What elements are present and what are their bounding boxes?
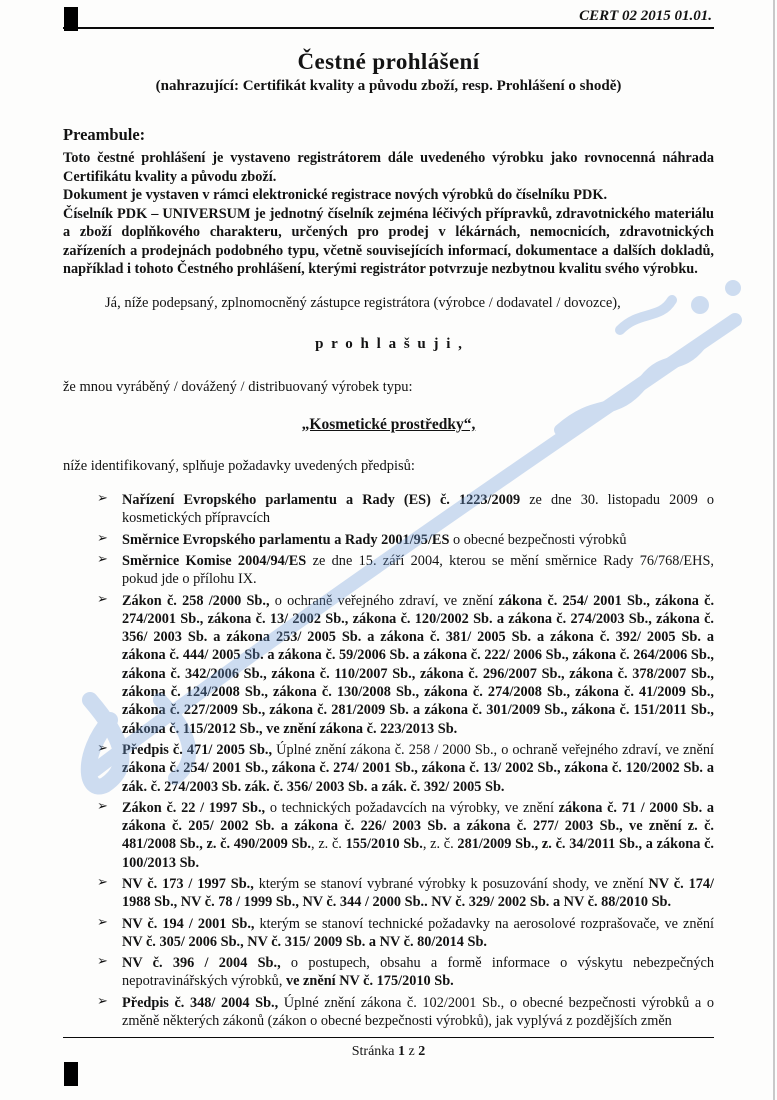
regulation-text: ze dne 30. listopadu 2009 o kosmetických přípravcích (122, 492, 714, 527)
regulation-item (97, 799, 714, 872)
preamble-paragraph: Toto čestné prohlášení je vystaveno registrátorem dále uvedeného výrobku jako rovnocenná náhrada Certifikátu kvality a původu zboží. (63, 150, 714, 185)
list-bullet-icon: ➢ (97, 954, 108, 970)
regulation-text: kterým se stanoví vybrané výrobky k posuzování shody, ve znění (253, 875, 649, 892)
regulation-item (97, 552, 714, 589)
list-bullet-icon: ➢ (97, 993, 108, 1009)
regulation-item (97, 491, 714, 528)
regulation-reference: zákona č. 254/ 2001 Sb., zákona č. 274/ 2001 Sb., zákona č. 13/ 2002 Sb., zákona č. 120/2002 Sb. a zák. č. 274/2003 Sb. zák. č. 356/ 2003 Sb. a zák. č. 392/ 2005 Sb. (122, 760, 714, 795)
regulation-reference: Předpis č. 348/ 2004 Sb., (122, 994, 279, 1011)
regulation-reference: NV č. 174/ 1988 Sb., NV č. 78 / 1999 Sb., NV č. 344 / 2000 Sb.. NV č. 329/ 2002 Sb. a NV č. 88/2010 Sb. (122, 875, 714, 911)
regulation-reference: zákona č. 254/ 2001 Sb., zákona č. 274/2001 Sb., zákona č. 13/ 2002 Sb., zákona č. 120/2002 Sb. a zákona č. 274/2003 Sb., zákona č. 356/ 2003 Sb. a zákona 253/ 2005 Sb. a zákona č. 381/ 2005 Sb. a zákona č. 392/ 2005 Sb. a zákona č. 444/ 2005 Sb. a zákona č. 59/2006 Sb. a zákona č. 222/ 2006 Sb., zákona č. 264/2006 Sb., zákona č. 342/2006 Sb., zákona č. 110/2007 Sb., zákona č. 296/2007 Sb., zákona č. 378/2007 Sb., zákona č. 124/2008 Sb., zákona č. 130/2008 Sb., zákona č. 274/2008 Sb., zákona č. 41/2009 Sb., zákona č. 227/2009 Sb., zákona č. 281/2009 Sb. a zákona č. 301/2009 Sb., zákona č. 151/2011 Sb., zákona č. 115/2012 Sb., ve znění zákona č. 223/2013 Sb. (122, 592, 715, 737)
regulation-text: o obecné bezpečnosti výrobků (449, 531, 627, 548)
page-indicator (63, 1044, 714, 1060)
list-bullet-icon: ➢ (97, 530, 108, 546)
regulation-text: o ochraně veřejného zdraví, ve znění (269, 592, 499, 609)
scan-binding-mark-top (64, 7, 78, 31)
list-bullet-icon: ➢ (97, 740, 108, 756)
regulation-reference: NV č. 396 / 2004 Sb., (122, 955, 281, 972)
product-category: „Kosmetické prostředky“, (301, 416, 476, 434)
page-indicator-label: Stránka (351, 1044, 399, 1059)
declaration-verb: p r o h l a š u j i , (315, 336, 462, 353)
scan-binding-mark-bottom (64, 1062, 78, 1086)
regulation-text: , z. č. (311, 836, 346, 853)
regulation-reference: 281/2009 Sb., z. č. 34/2011 Sb., a zákona č. 100/2013 Sb. (122, 836, 715, 871)
regulation-text: kterým se stanoví technické požadavky na aerosolové rozprašovače, ve znění (254, 915, 714, 932)
requirements-line: níže identifikovaný, splňuje požadavky uvedených předpisů: (63, 458, 415, 475)
regulation-reference: 155/2010 Sb. (345, 836, 423, 853)
cert-number-label: CERT 02 2015 01.01. (579, 8, 712, 24)
regulation-item (97, 592, 714, 738)
list-bullet-icon: ➢ (97, 491, 108, 507)
regulation-item (97, 954, 714, 991)
regulation-item (97, 875, 714, 912)
page-current: 1 (398, 1044, 406, 1059)
declarant-intro: Já, níže podepsaný, zplnomocněný zástupce registrátora (výrobce / dodavatel / dovozce), (105, 295, 621, 312)
regulation-text: Úplné znění zákona č. 258 / 2000 Sb., o ochraně veřejného zdraví, ve znění (272, 741, 714, 758)
product-type-line: že mnou vyráběný / dovážený / distribuovaný výrobek typu: (63, 379, 413, 396)
preamble-heading: Preambule: (63, 125, 146, 144)
regulation-reference: Zákon č. 258 /2000 Sb., (122, 592, 270, 609)
list-bullet-icon: ➢ (97, 914, 108, 930)
preamble-paragraph: Číselník PDK – UNIVERSUM je jednotný číselník zejména léčivých přípravků, zdravotnického materiálu a zboží doplňkového charakteru, určených pro prodej v lékárnách, nemocnicích, zdravotnických zařízeních a prodejnách podobného typu, včetně souvisejících informací, dokumentace a dalších dokladů, například i tohoto Čestného prohlášení, kterými registrátor potvrzuje nezbytnou kvalitu svého výrobku. (63, 205, 714, 278)
document-title: Čestné prohlášení (297, 49, 480, 74)
regulations-list (63, 491, 714, 1030)
footer-rule (63, 1037, 714, 1038)
regulation-text: ze dne 15. září 2004, kterou se mění směrnice Rady 76/768/EHS, pokud jde o přílohu IX. (122, 552, 715, 588)
regulation-item (97, 531, 714, 549)
regulation-reference: NV č. 194 / 2001 Sb., (122, 915, 255, 932)
page-footer (63, 1037, 714, 1060)
regulation-reference: zákona č. 71 / 2000 Sb. a zákona č. 205/ 2002 Sb. a zákona č. 226/ 2003 Sb. a zákona č. 277/ 2003 Sb., ve znění z. č. 481/2008 Sb., z. č. 490/2009 Sb. (122, 799, 715, 853)
list-bullet-icon: ➢ (97, 551, 108, 567)
preamble-text (63, 149, 714, 279)
regulation-reference: ve znění NV č. 175/2010 Sb. (285, 973, 454, 990)
regulation-text: o technických požadavcích na výrobky, ve znění (265, 799, 559, 816)
regulation-item (97, 741, 714, 796)
regulation-reference: Zákon č. 22 / 1997 Sb., (122, 799, 266, 816)
regulation-reference: Směrnice Komise 2004/94/ES (122, 552, 307, 569)
preamble-paragraph: Dokument je vystaven v rámci elektronické registrace nových výrobků do číselníku PDK. (63, 187, 608, 204)
regulation-reference: NV č. 173 / 1997 Sb., (122, 875, 254, 892)
regulation-reference: Předpis č. 471/ 2005 Sb., (122, 741, 273, 758)
page-separator: z (405, 1044, 419, 1059)
regulation-item (97, 915, 714, 952)
list-bullet-icon: ➢ (97, 591, 108, 607)
document-subtitle: (nahrazující: Certifikát kvality a původu zboží, resp. Prohlášení o shodě) (155, 78, 622, 94)
list-bullet-icon: ➢ (97, 874, 108, 890)
scan-page-edge (773, 0, 775, 1100)
regulation-text: , z. č. (422, 836, 458, 853)
list-bullet-icon: ➢ (97, 798, 108, 814)
page-total: 2 (418, 1044, 426, 1059)
regulation-text: Úplné znění zákona č. 102/2001 Sb., o obecné bezpečnosti výrobků a o změně některých zákonů (zákon o obecné bezpečnosti výrobků), jak vyplývá z pozdějších změn (122, 994, 714, 1030)
header-rule (63, 27, 714, 29)
regulation-reference: Nařízení Evropského parlamentu a Rady (ES) č. 1223/2009 (122, 492, 521, 509)
regulation-item (97, 994, 714, 1031)
regulation-reference: Směrnice Evropského parlamentu a Rady 2001/95/ES (122, 531, 450, 548)
regulation-text: o postupech, obsahu a formě informace o výskytu nebezpečných nepotravinářských výrobků, (122, 955, 715, 990)
regulation-reference: NV č. 305/ 2006 Sb., NV č. 315/ 2009 Sb. a NV č. 80/2014 Sb. (122, 933, 488, 950)
